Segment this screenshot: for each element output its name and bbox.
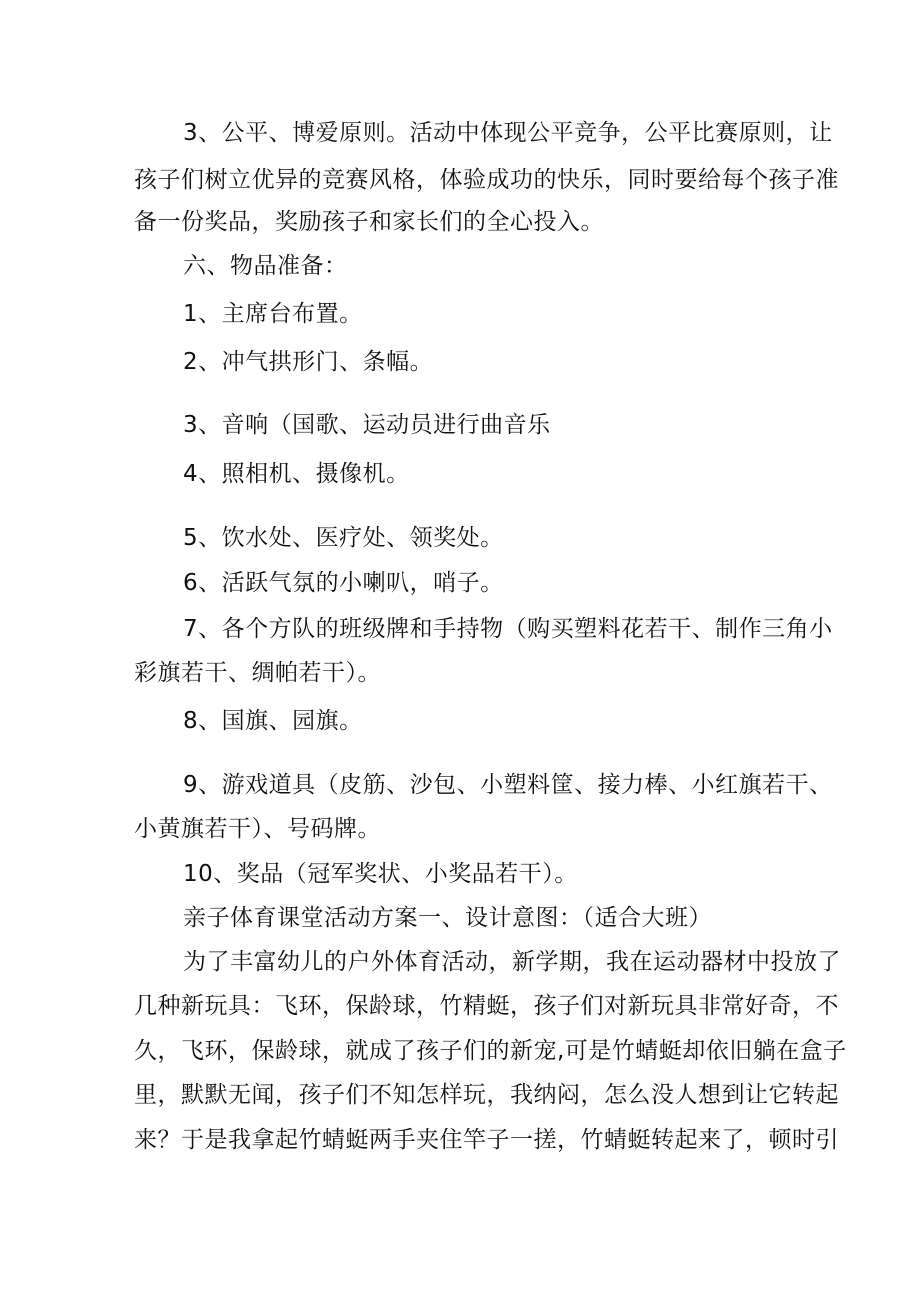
section-heading: 亲子体育课堂活动方案一、设计意图：（适合大班） <box>183 905 712 931</box>
list-item: 10、奖品（冠军奖状、小奖品若干）。 <box>183 861 578 887</box>
list-item: 7、各个方队的班级牌和手持物（购买塑料花若干、制作三角小 <box>183 616 833 642</box>
list-item: 3、音响（国歌、运动员进行曲音乐 <box>183 412 551 438</box>
list-item: 4、照相机、摄像机。 <box>183 461 410 487</box>
paragraph-line: 孩子们树立优异的竞赛风格，体验成功的快乐，同时要给每个孩子准 <box>134 167 839 193</box>
paragraph-line: 几种新玩具：飞环，保龄球，竹精蜓，孩子们对新玩具非常好奇，不 <box>134 993 839 1019</box>
list-item: 8、国旗、园旗。 <box>183 708 363 734</box>
list-item: 2、冲气拱形门、条幅。 <box>183 349 434 375</box>
list-item-continuation: 彩旗若干、绸帕若干）。 <box>134 660 381 686</box>
list-item: 6、活跃气氛的小喇叭，哨子。 <box>183 570 504 596</box>
list-item: 1、主席台布置。 <box>183 301 363 327</box>
paragraph-line: 3、公平、博爱原则。活动中体现公平竞争，公平比赛原则，让 <box>183 120 833 146</box>
list-item: 9、游戏道具（皮筋、沙包、小塑料筐、接力棒、小红旗若干、 <box>183 772 833 798</box>
paragraph-line: 来？于是我拿起竹蜻蜓两手夹住竿子一搓，竹蜻蜓转起来了，顿时引 <box>134 1127 839 1153</box>
paragraph-line: 里，默默无闻，孩子们不知怎样玩，我纳闷，怎么没人想到让它转起 <box>134 1082 839 1108</box>
paragraph-line: 备一份奖品，奖励孩子和家长们的全心投入。 <box>134 209 604 235</box>
list-item-continuation: 小黄旗若干）、号码牌。 <box>134 816 381 842</box>
paragraph-line: 为了丰富幼儿的户外体育活动，新学期，我在运动器材中投放了 <box>183 949 841 975</box>
section-heading: 六、物品准备： <box>183 253 348 279</box>
paragraph-line: 久，飞环，保龄球，就成了孩子们的新宠,可是竹蜻蜓却依旧躺在盒子 <box>134 1038 847 1064</box>
list-item: 5、饮水处、医疗处、领奖处。 <box>183 525 504 551</box>
